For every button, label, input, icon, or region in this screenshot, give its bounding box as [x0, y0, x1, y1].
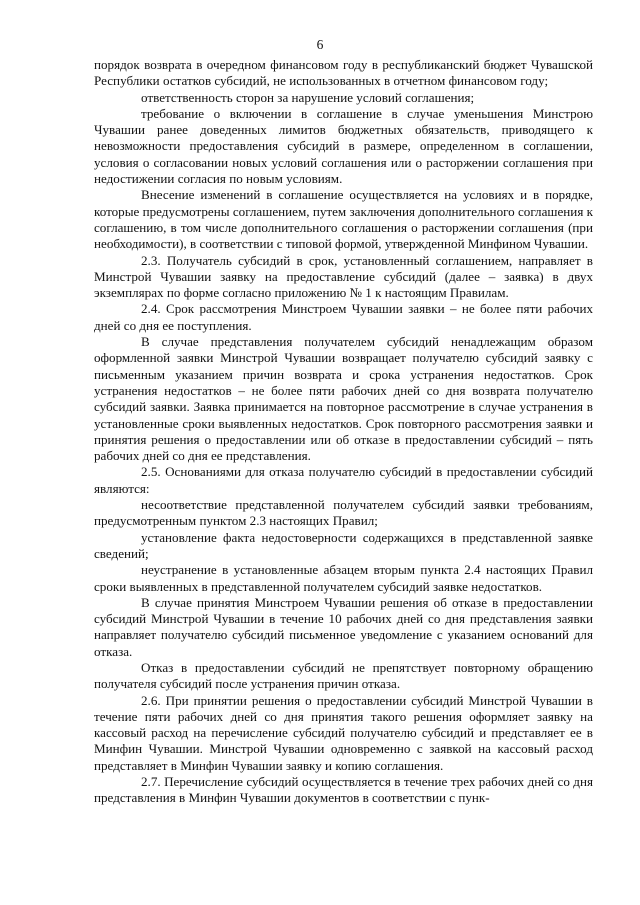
paragraph-unreliable-data: установление факта недостоверности содержащихся в представленной заявке сведений; — [94, 529, 593, 561]
paragraph-uncorrected-defects: неустранение в установленные абзацем вторым пункта 2.4 настоящих Правил сроки выявленных в представленной получателем субсидий заявке недостатков. — [94, 562, 593, 594]
paragraph-nonconformity: несоответствие представленной получателем субсидий заявки требованиям, предусмотренным пунктом 2.3 настоящих Правил; — [94, 497, 593, 529]
paragraph-amendments: Внесение изменений в соглашение осуществляется на условиях и в порядке, которые предусмотрены соглашением, путем заключения дополнительного соглашения к соглашению, в том числе дополнительного соглашения о расторжении соглашения (при необходимости), в соответствии с типовой формой, утвержденной Минфином Чувашии. — [94, 187, 593, 252]
paragraph-reapplication: Отказ в предоставлении субсидий не препятствует повторному обращению получателя субсидий после устранения причин отказа. — [94, 659, 593, 692]
paragraph-return-procedure: порядок возврата в очередном финансовом году в республиканский бюджет Чувашской Республики остатков субсидий, не использованных в отчетном финансовом году; — [94, 57, 593, 89]
paragraph-limit-reduction: требование о включении в соглашение в случае уменьшения Минстрою Чувашии ранее доведенных лимитов бюджетных обязательств, приводящего к невозможности предоставления субсидий в размере, определенном в соглашении, условия о согласовании новых условий соглашения или о расторжении соглашения при недостижении согласия по новым условиям. — [94, 105, 593, 187]
paragraph-2-5: 2.5. Основаниями для отказа получателю субсидий в предоставлении субсидий являются: — [94, 464, 593, 496]
paragraph-improper-application: В случае представления получателем субсидий ненадлежащим образом оформленной заявки Минстрой Чувашии возвращает получателю субсидий заявку с письменным указанием причин возврата и срока устранения недостатков. Срок устранения недостатков – не более пяти рабочих дней со дня возврата получателю субсидий заявки. Заявка принимается на повторное рассмотрение в случае устранения в установленные сроки выявленных недостатков. Срок повторного рассмотрения заявки и принятия решения о предоставлении или об отказе в предоставлении субсидий – пять рабочих дней со дня ее представления. — [94, 334, 593, 464]
paragraph-refusal-notice: В случае принятия Минстроем Чувашии решения об отказе в предоставлении субсидий Минстрой Чувашии в течение 10 рабочих дней со дня представления заявки направляет получателю субсидий письменное уведомление с указанием оснований для отказа. — [94, 594, 593, 659]
page-number: 6 — [316, 37, 324, 52]
paragraph-liability: ответственность сторон за нарушение условий соглашения; — [141, 89, 475, 105]
paragraph-2-3: 2.3. Получатель субсидий в срок, установленный соглашением, направляет в Минстрой Чувашии заявку на предоставление субсидий (далее – заявка) в двух экземплярах по форме согласно приложению № 1 к настоящим Правилам. — [94, 252, 593, 301]
paragraph-2-4: 2.4. Срок рассмотрения Минстроем Чувашии заявки – не более пяти рабочих дней со дня ее поступления. — [94, 301, 593, 333]
paragraph-2-6: 2.6. При принятии решения о предоставлении субсидий Минстрой Чувашии в течение пяти рабочих дней со дня принятия такого решения оформляет заявку на кассовый расход на перечисление субсидий получателю субсидий и представляет ее в Минфин Чувашии. Минстрой Чувашии одновременно с заявкой на кассовый расход представляет в Минфин Чувашии заявку и копию соглашения. — [94, 692, 593, 773]
document-body — [94, 57, 593, 807]
paragraph-2-7: 2.7. Перечисление субсидий осуществляется в течение трех рабочих дней со дня представления в Минфин Чувашии документов в соответствии с пунк- — [94, 774, 593, 806]
